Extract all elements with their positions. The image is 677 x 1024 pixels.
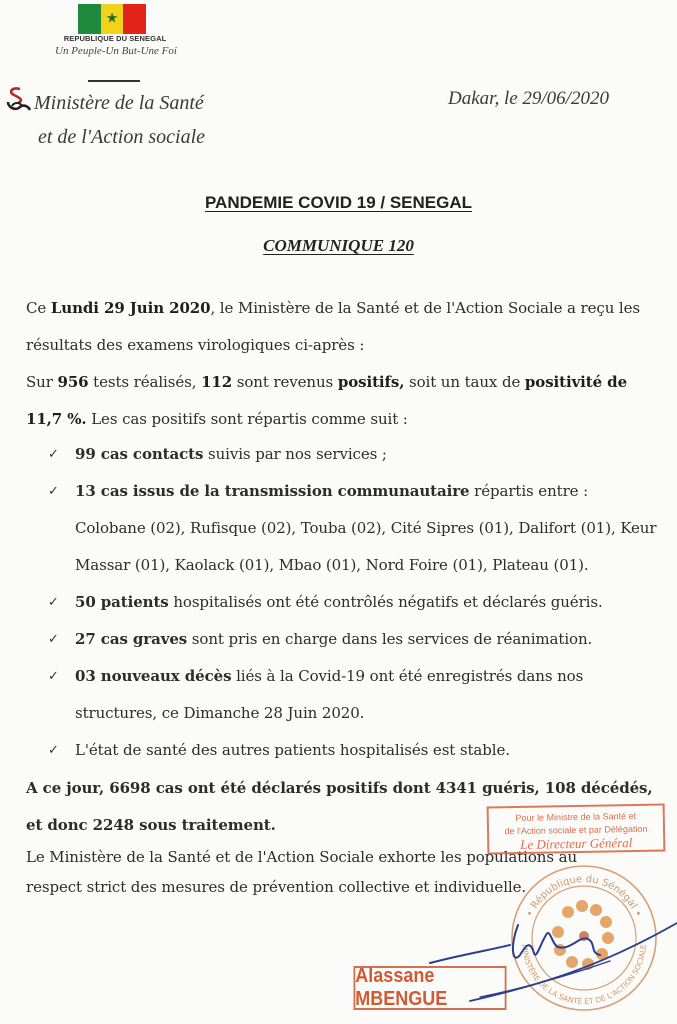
communique-text: COMMUNIQUE 120 [263, 236, 414, 255]
checkmark-icon: ✓ [48, 447, 59, 462]
localities-list: Colobane (02), Rufisque (02), Touba (02), Cité Sipres (01), Dalifort (01), Keur Massar (01), Kaolack (01), Mbao (01), Nord Foire (01), Plateau (01). [75, 519, 657, 574]
ministry-line1: Ministère de la Santé [34, 92, 204, 114]
text-bold: positifs, [337, 373, 405, 391]
checkmark-icon: ✓ [48, 632, 59, 647]
cases-list [48, 436, 658, 769]
item-text: hospitalisés ont été contrôlés négatifs et déclarés guéris. [168, 593, 603, 611]
delegation-stamp [487, 803, 666, 854]
list-item [48, 473, 658, 584]
text: Les cas positifs sont répartis comme suit : [86, 410, 408, 428]
item-bold: 13 cas issus de la transmission communautaire [75, 482, 470, 500]
date-bold: Lundi 29 Juin 2020 [50, 299, 211, 317]
flag-yellow-band [101, 4, 124, 34]
cumulative-summary: A ce jour, 6698 cas ont été déclarés positifs dont 4341 guéris, 108 décédés, et donc 2248 sous traitement. [26, 779, 653, 834]
item-text: sont pris en charge dans les services de réanimation. [187, 630, 593, 648]
flag-green-band [78, 4, 101, 34]
text: soit un taux de [404, 373, 525, 391]
text: , le Ministère de la Santé et de l'Action Sociale a reçu les résultats des examens virologiques ci-après : [26, 299, 640, 354]
text: Sur [26, 373, 58, 391]
flag-red-band [123, 4, 146, 34]
list-item [48, 621, 658, 658]
title-text: PANDEMIE COVID 19 / SENEGAL [204, 193, 472, 212]
item-text: L'état de santé des autres patients hospitalisés est stable. [75, 741, 510, 759]
ministry-name [34, 86, 205, 154]
item-bold: 50 patients [75, 593, 169, 611]
star-icon: ★ [105, 10, 119, 27]
signatory-name-stamp: Alassane MBENGUE [354, 966, 507, 1010]
closing-paragraph: Le Ministère de la Santé et de l'Action Sociale exhorte les populations au respect strict des mesures de prévention collective et individuelle. [26, 848, 578, 896]
list-item [48, 658, 658, 732]
item-bold: 99 cas contacts [75, 445, 204, 463]
list-item [48, 732, 658, 769]
item-bold: 27 cas graves [75, 630, 188, 648]
positive-count: 112 [201, 373, 233, 391]
item-bold: 03 nouveaux décès [75, 667, 232, 685]
checkmark-icon: ✓ [48, 669, 59, 684]
tests-count: 956 [57, 373, 89, 391]
header-divider [88, 80, 140, 82]
seal-top-text: • République du Sénégal • [524, 873, 644, 919]
text: tests réalisés, [88, 373, 202, 391]
item-text: suivis par nos services ; [203, 445, 387, 463]
communique-number [0, 236, 677, 256]
ministry-line2: et de l'Action sociale [38, 126, 206, 148]
stamp-line3: Le Directeur Général [520, 835, 633, 852]
positivity-rate: positivité de 11,7 %. [26, 373, 628, 428]
text: sont revenus [232, 373, 338, 391]
national-motto: Un Peuple-Un But-Une Foi [55, 45, 177, 57]
checkmark-icon: ✓ [48, 595, 59, 610]
intro-sentence [26, 290, 656, 364]
document-title [0, 193, 677, 213]
intro-paragraph [26, 290, 656, 438]
dateline: Dakar, le 29/06/2020 [448, 88, 609, 109]
checkmark-icon: ✓ [48, 743, 59, 758]
signature-icon [400, 905, 677, 1015]
list-item [48, 436, 658, 473]
stamp-line1: Pour le Ministre de la Santé et [515, 810, 637, 824]
item-text: répartis entre : [469, 482, 589, 500]
stamp-line2: de l'Action sociale et par Délégation [504, 823, 648, 837]
seal-bottom-text: MINISTÈRE DE LA SANTÉ ET DE L'ACTION SOCIALE [519, 943, 648, 1007]
item-text: liés à la Covid-19 ont été enregistrés dans nos structures, ce Dimanche 28 Juin 2020. [75, 667, 584, 722]
senegal-flag [78, 4, 146, 34]
ministry-logo-icon [4, 86, 32, 112]
tests-sentence [26, 364, 656, 438]
checkmark-icon: ✓ [48, 484, 59, 499]
republic-name: REPUBLIQUE DU SENEGAL [63, 34, 167, 43]
list-item [48, 584, 658, 621]
text: Ce [26, 299, 51, 317]
